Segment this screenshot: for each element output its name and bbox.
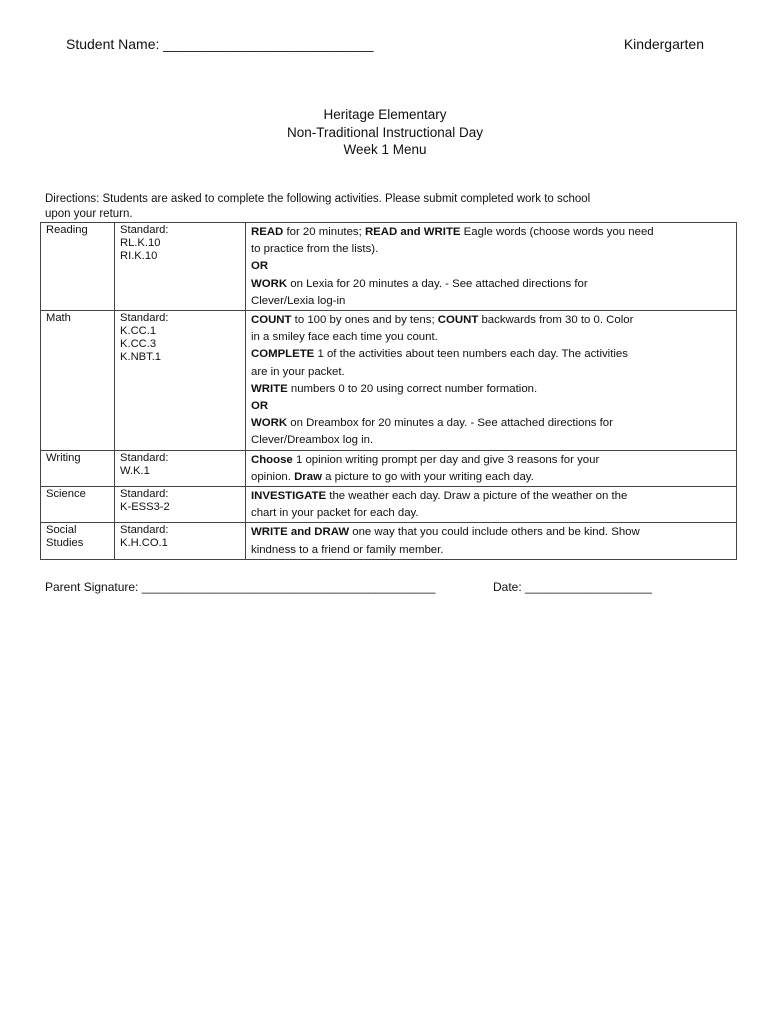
activity-text: numbers 0 to 20 using correct number formation. <box>287 382 538 395</box>
activity-line <box>251 432 731 449</box>
standards-cell <box>115 311 246 451</box>
subject-cell: Math <box>41 311 115 451</box>
table-row <box>41 523 737 559</box>
standard-code: W.K.1 <box>120 464 150 477</box>
activity-line <box>251 346 731 363</box>
activity-keyword: WORK <box>251 277 288 290</box>
subject-cell: Social Studies <box>41 523 115 559</box>
activity-keyword: OR <box>251 400 269 413</box>
standards-cell <box>115 487 246 523</box>
school-name: Heritage Elementary <box>323 107 447 122</box>
activity-keyword: COUNT <box>437 314 479 327</box>
standard-code: K.NBT.1 <box>120 351 162 364</box>
activity-keyword: WRITE <box>251 382 288 395</box>
activity-text: to practice from the lists). <box>251 243 379 256</box>
activity-line <box>251 329 731 346</box>
activity-keyword: WRITE and DRAW <box>251 526 350 539</box>
activity-text: backwards from 30 to 0. Color <box>478 314 634 327</box>
activity-text: a picture to go with your writing each day. <box>321 470 534 483</box>
activity-text: to 100 by ones and by tens; <box>291 314 438 327</box>
activity-text: kindness to a friend or family member. <box>251 543 444 556</box>
activity-text: Eagle words (choose words you need <box>460 226 654 238</box>
activity-text: on Dreambox for 20 minutes a day. - See attached directions for <box>287 417 613 430</box>
standard-code: K.CC.1 <box>120 325 157 338</box>
activity-line <box>251 276 731 293</box>
directions <box>45 192 735 222</box>
activities-cell <box>246 450 737 486</box>
activity-keyword: OR <box>251 260 269 273</box>
activity-text: Clever/Lexia log-in <box>251 294 346 307</box>
activity-keyword: COUNT <box>251 314 292 327</box>
activity-line <box>251 364 731 381</box>
activity-text: in a smiley face each time you count. <box>251 331 438 344</box>
subject-cell: Reading <box>41 223 115 311</box>
activity-line <box>251 258 731 275</box>
directions-line-1: Directions: Students are asked to complete the following activities. Please submit completed work to school <box>45 193 591 205</box>
activity-text: Clever/Dreambox log in. <box>251 434 374 447</box>
table-row <box>41 487 737 523</box>
standard-label: Standard: <box>120 488 169 501</box>
week-title: Week 1 Menu <box>343 142 427 157</box>
standard-code: K-ESS3-2 <box>120 501 170 514</box>
activity-text: on Lexia for 20 minutes a day. - See attached directions for <box>287 277 588 290</box>
activity-keyword: WORK <box>251 417 288 430</box>
grade-label: Kindergarten <box>623 36 704 52</box>
activity-keyword: COMPLETE <box>251 348 315 361</box>
activity-keyword: Choose <box>251 453 293 466</box>
activity-line <box>251 452 731 469</box>
table-row <box>41 223 737 311</box>
activity-line <box>251 224 731 241</box>
activity-line <box>251 381 731 398</box>
standard-label: Standard: <box>120 524 169 537</box>
activity-line <box>251 415 731 432</box>
activity-line <box>251 542 731 559</box>
standard-code: RI.K.10 <box>120 250 158 262</box>
activity-text: the weather each day. Draw a picture of the weather on the <box>326 490 628 503</box>
activity-line <box>251 524 731 541</box>
standard-code: RL.K.10 <box>120 237 161 249</box>
activity-keyword: READ and WRITE <box>364 226 461 238</box>
activity-line <box>251 241 731 258</box>
parent-signature-field[interactable]: Parent Signature: ____________________________________________ <box>45 580 436 594</box>
activity-text: opinion. <box>251 470 295 483</box>
standards-cell <box>115 223 246 311</box>
title-block <box>0 106 770 159</box>
activity-keyword: READ <box>251 226 284 238</box>
table-row <box>41 311 737 451</box>
activities-cell <box>246 223 737 311</box>
activity-keyword: Draw <box>294 470 322 483</box>
activity-text: 1 of the activities about teen numbers each day. The activities <box>314 348 628 361</box>
standard-code: K.H.CO.1 <box>120 537 168 550</box>
standard-label: Standard: <box>120 451 169 464</box>
date-field[interactable]: Date: ___________________ <box>493 580 652 594</box>
activity-text: for 20 minutes; <box>283 226 365 238</box>
standards-cell <box>115 523 246 559</box>
program-name: Non-Traditional Instructional Day <box>286 124 484 140</box>
header <box>66 36 704 56</box>
activity-text: chart in your packet for each day. <box>251 507 419 520</box>
standards-cell <box>115 450 246 486</box>
activity-table <box>40 222 737 560</box>
activity-line <box>251 469 731 486</box>
table-row <box>41 450 737 486</box>
activity-keyword: INVESTIGATE <box>251 490 327 503</box>
subject-cell: Science <box>41 487 115 523</box>
activities-cell <box>246 311 737 451</box>
activity-line <box>251 505 731 522</box>
subject-cell: Writing <box>41 450 115 486</box>
activity-text: 1 opinion writing prompt per day and give 3 reasons for your <box>292 453 600 466</box>
standard-label: Standard: <box>120 312 169 325</box>
activities-cell <box>246 523 737 559</box>
directions-line-2: upon your return. <box>45 208 133 220</box>
standard-label: Standard: <box>120 224 169 236</box>
standard-code: K.CC.3 <box>120 338 157 351</box>
activity-line <box>251 293 731 310</box>
activity-line <box>251 488 731 505</box>
activities-cell <box>246 487 737 523</box>
activity-text: one way that you could include others and be kind. Show <box>349 526 640 539</box>
activity-line <box>251 312 731 329</box>
student-name-field[interactable]: Student Name: ___________________________ <box>66 36 374 52</box>
activity-line <box>251 398 731 415</box>
activity-text: are in your packet. <box>251 365 345 378</box>
